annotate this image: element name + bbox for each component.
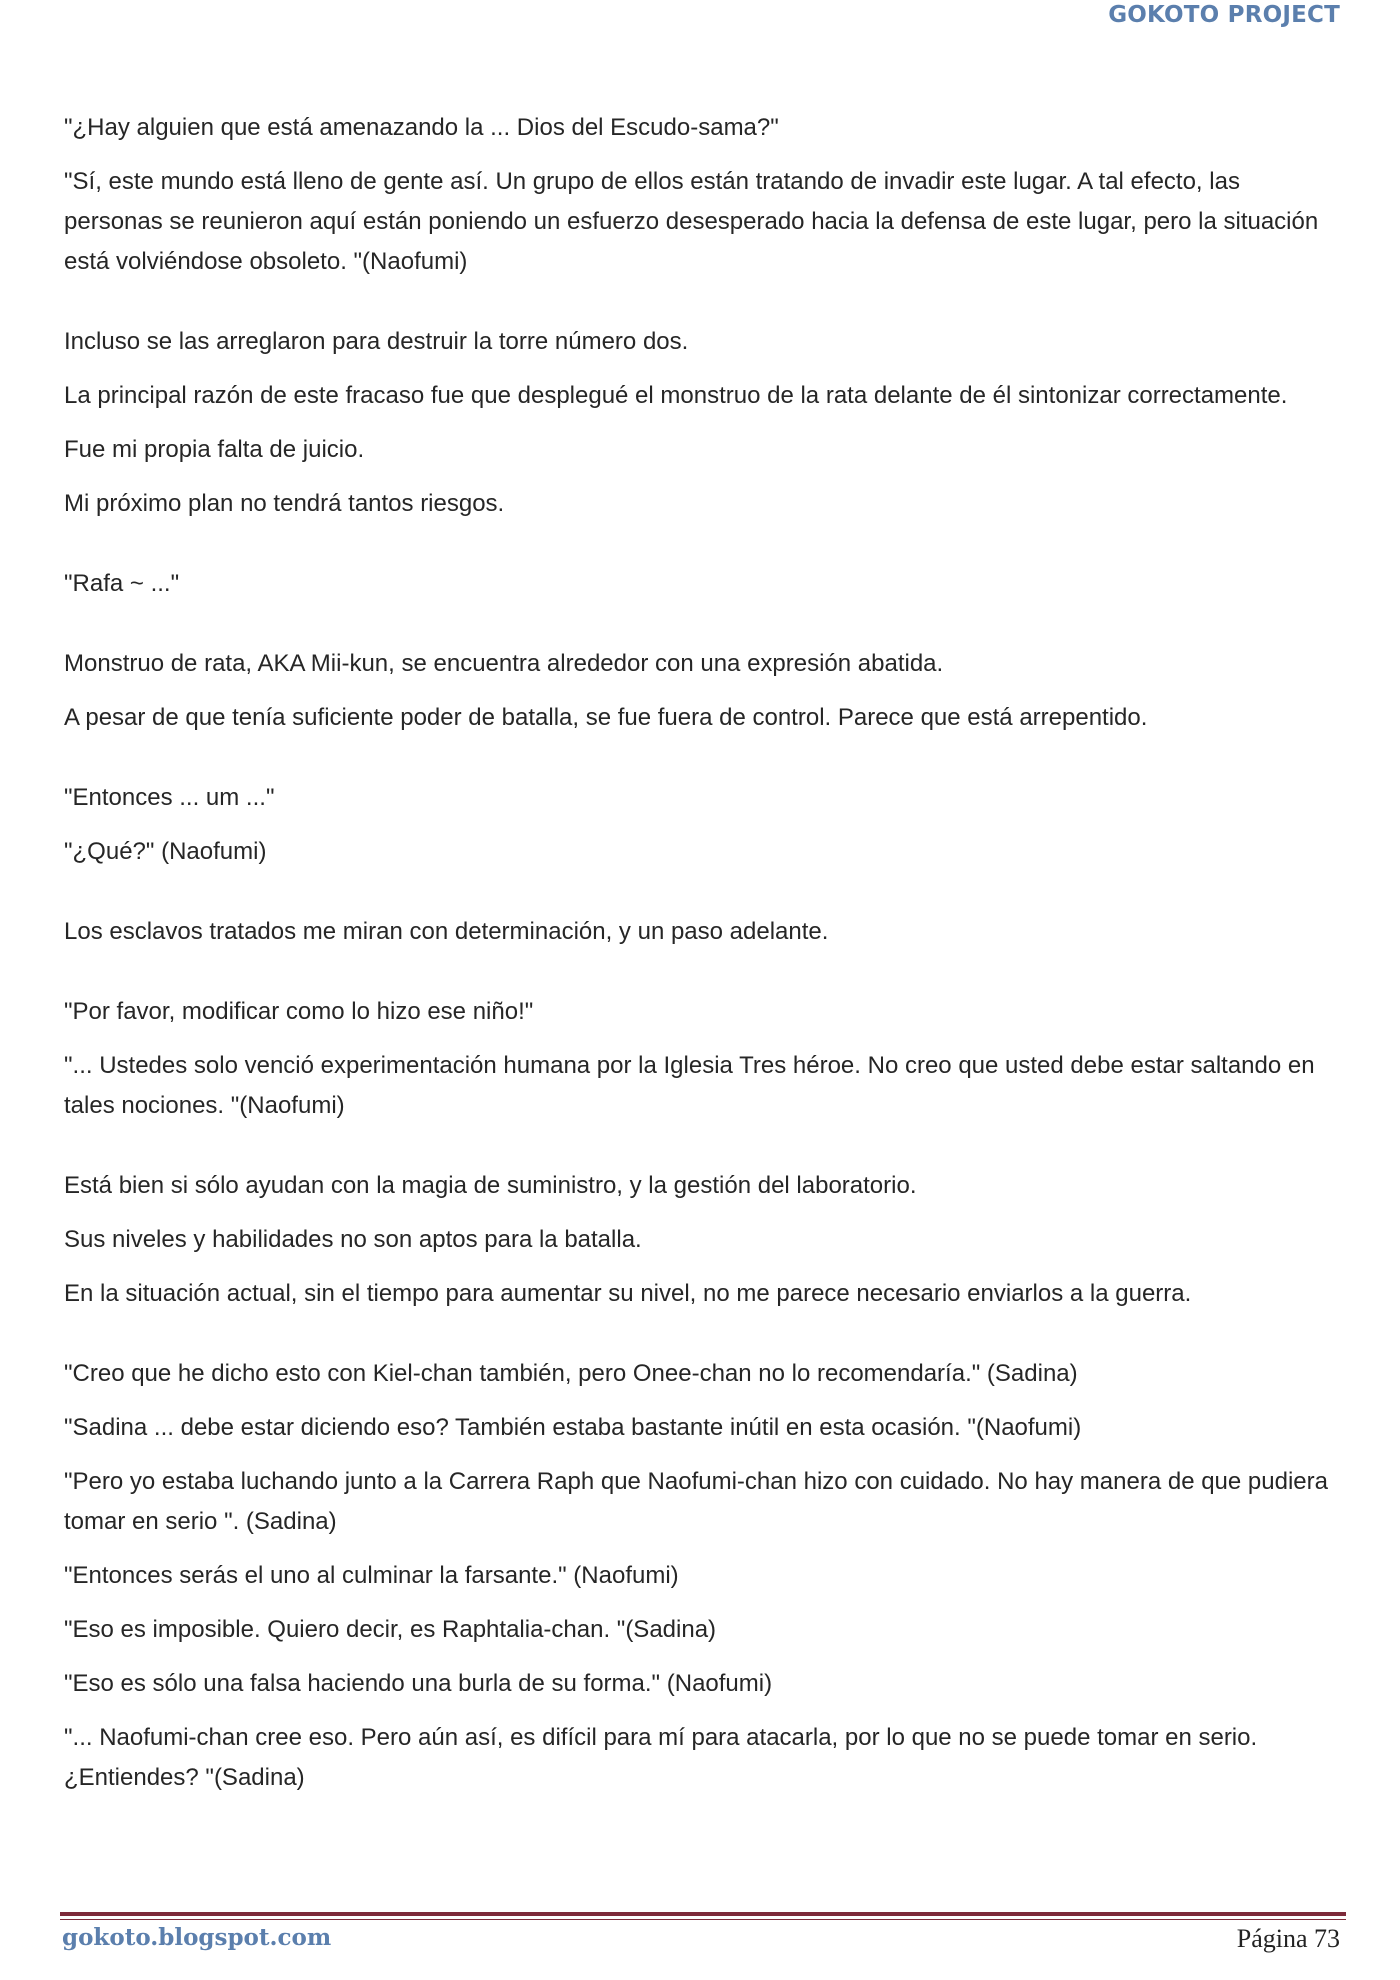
paragraph: "Eso es imposible. Quiero decir, es Raphtalia-chan. "(Sadina) [64,1616,717,1643]
paragraph: Sus niveles y habilidades no son aptos para la batalla. [64,1226,642,1253]
page-header-title: GOKOTO PROJECT [1108,2,1340,28]
document-body [64,108,1336,1812]
footer-divider-thin [60,1919,1346,1920]
paragraph: "Entonces ... um ..." [64,784,275,811]
paragraph: "Pero yo estaba luchando junto a la Carrera Raph que Naofumi-chan hizo con cuidado. No hay manera de que pudiera tomar en serio ". (Sadina) [64,1468,1328,1535]
paragraph: Los esclavos tratados me miran con determinación, y un paso adelante. [64,918,829,945]
paragraph: Mi próximo plan no tendrá tantos riesgos. [64,490,505,517]
paragraph: "Creo que he dicho esto con Kiel-chan también, pero Onee-chan no lo recomendaría." (Sadina) [64,1360,1078,1387]
page-number: Página 73 [1236,1924,1340,1953]
footer-site-link[interactable]: gokoto.blogspot.com [62,1924,332,1951]
paragraph: La principal razón de este fracaso fue que desplegué el monstruo de la rata delante de él sintonizar correctamente. [64,382,1288,409]
paragraph: "Rafa ~ ..." [64,570,180,597]
paragraph: "Sí, este mundo está lleno de gente así. Un grupo de ellos están tratando de invadir este lugar. A tal efecto, las personas se reunieron aquí están poniendo un esfuerzo desesperado hacia la defensa de este lugar, pero la situación está volviéndose obsoleto. "(Naofumi) [64,168,1319,275]
paragraph: "¿Qué?" (Naofumi) [64,838,267,865]
paragraph: A pesar de que tenía suficiente poder de batalla, se fue fuera de control. Parece que está arrepentido. [64,704,1148,731]
paragraph: "... Naofumi-chan cree eso. Pero aún así, es difícil para mí para atacarla, por lo que no se puede tomar en serio. ¿Entiendes? "(Sadina) [64,1724,1258,1791]
paragraph: "Sadina ... debe estar diciendo eso? También estaba bastante inútil en esta ocasión. "(Naofumi) [64,1414,1082,1441]
footer-divider-thick [60,1912,1346,1916]
paragraph: "¿Hay alguien que está amenazando la ... Dios del Escudo-sama?" [64,114,779,141]
paragraph: "Por favor, modificar como lo hizo ese niño!" [64,998,534,1025]
paragraph: Monstruo de rata, AKA Mii-kun, se encuentra alrededor con una expresión abatida. [64,650,944,677]
paragraph: "Entonces serás el uno al culminar la farsante." (Naofumi) [64,1562,679,1589]
paragraph: Incluso se las arreglaron para destruir la torre número dos. [64,328,689,355]
paragraph: Está bien si sólo ayudan con la magia de suministro, y la gestión del laboratorio. [64,1172,917,1199]
paragraph: "Eso es sólo una falsa haciendo una burla de su forma." (Naofumi) [64,1670,773,1697]
paragraph: "... Ustedes solo venció experimentación humana por la Iglesia Tres héroe. No creo que usted debe estar saltando en tales nociones. "(Naofumi) [64,1052,1315,1119]
paragraph: En la situación actual, sin el tiempo para aumentar su nivel, no me parece necesario enviarlos a la guerra. [64,1280,1192,1307]
paragraph: Fue mi propia falta de juicio. [64,436,365,463]
